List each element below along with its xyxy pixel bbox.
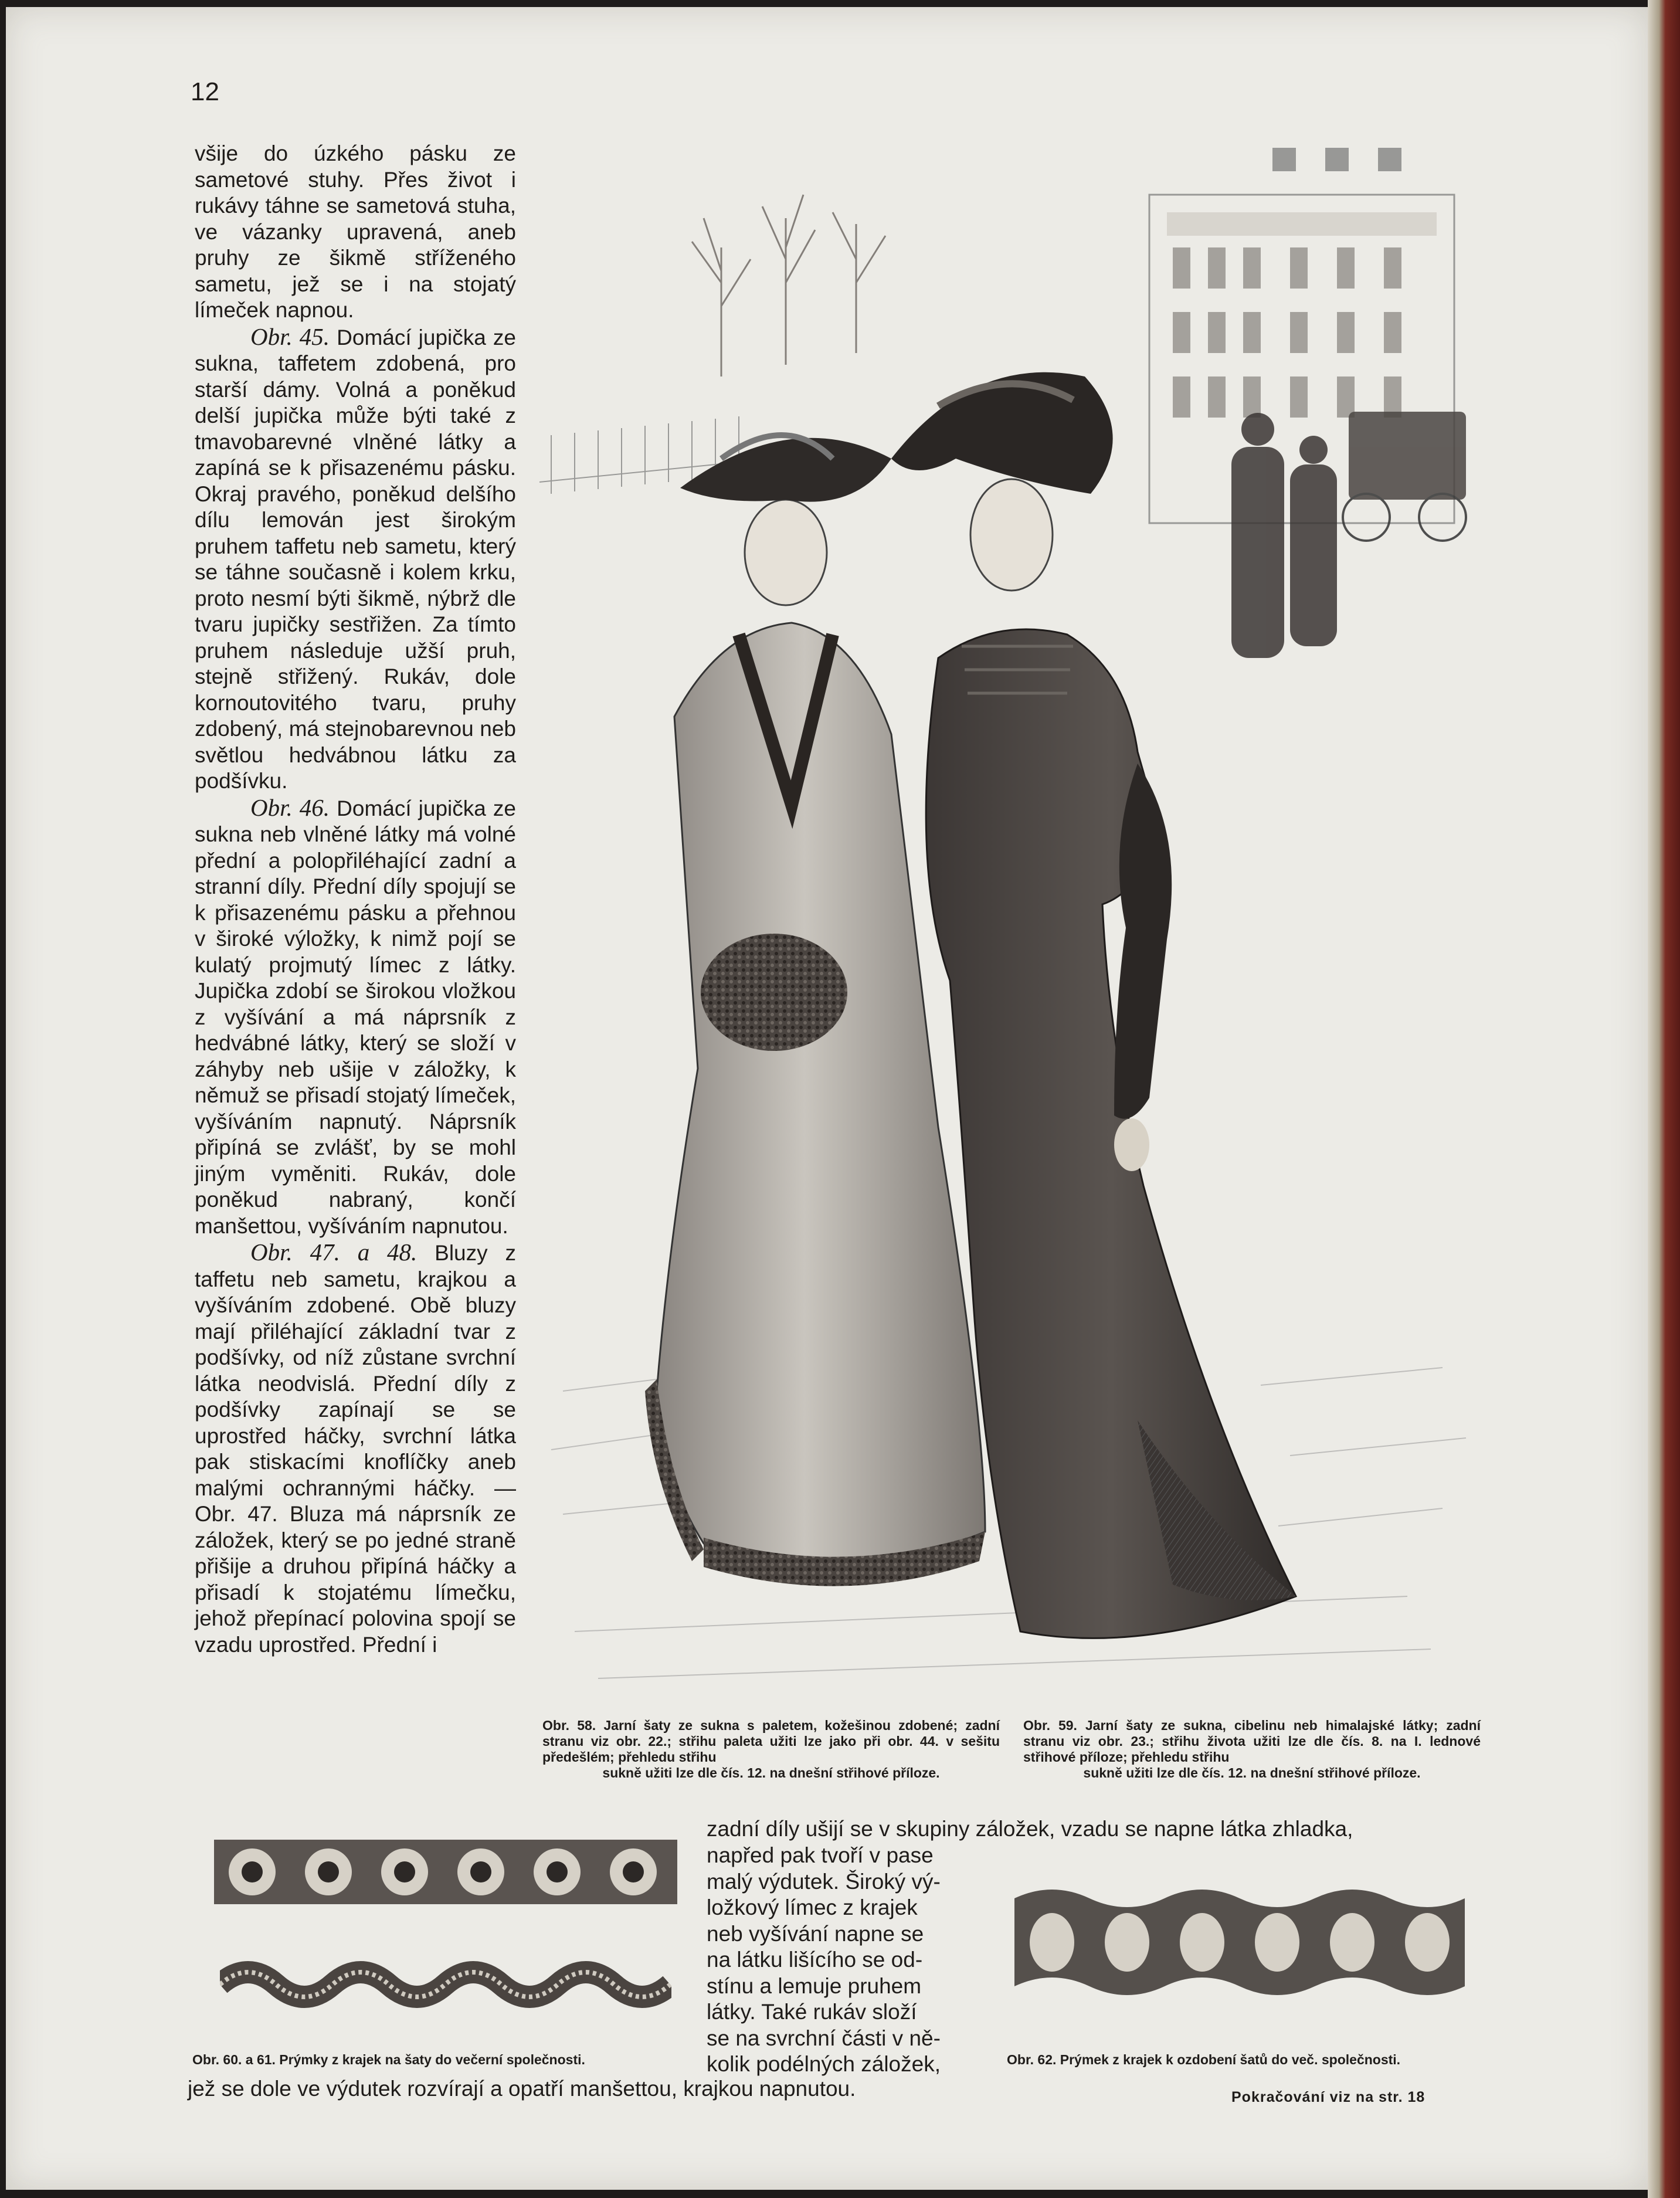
page-number: 12 [191, 77, 219, 106]
caption-text-last-line: sukně užiti lze dle čís. 12. na dnešní střihové příloze. [1083, 1765, 1421, 1780]
paragraph-text: Bluzy z taffetu neb sametu, krajkou a vyšíváním zdobené. Obě bluzy mají přiléhající základní tvar z podšívky, od níž zůstane svrchní látka neodvislá. Přední díly z podšívky zapínají se se uprostřed háčky, svrchní látka pak stiskacími knoflíčky aneb malými ochrannými háčky. — Obr. 47. Bluza má náprsník ze záložek, který se po jedné straně přišije a druhou připíná háčky a přisadí k stojatému límečku, jehož přepínací polovina spojí se vzadu uprostřed. Přední i [195, 1241, 516, 1657]
figure-reference: Obr. 47. a 48. [250, 1239, 418, 1266]
bottom-narrow-column [707, 1843, 988, 2078]
caption-text: Obr. 58. Jarní šaty ze sukna s paletem, kožešinou zdobené; zadní stranu viz obr. 22.; střihu paleta užiti lze jako při obr. 44. v sešitu předešlém; přehledu střihu [542, 1718, 1000, 1765]
left-text-column [195, 141, 516, 1658]
lace-trim-obr-61 [220, 1960, 671, 2010]
text-line: ložkový límec z krajek [707, 1895, 918, 1919]
figure-reference: Obr. 45. [250, 323, 330, 350]
book-spine [1648, 0, 1680, 2198]
text-line: se na svrchní části v ně- [707, 2026, 941, 2050]
lace-trim-obr-60 [214, 1834, 677, 1910]
text-line: na látku lišícího se od- [707, 1948, 923, 1972]
text-line: látky. Také rukáv složí [707, 2000, 917, 2024]
paragraph-text: Domácí jupička ze sukna, taffetem zdobená, pro starší dámy. Volná a poněkud delší jupička může býti také z tmavobarevné vlněné látky a zapíná se k přisazenému pásku. Okraj pravého, poněkud delšího dílu lemován jest širokým pruhem taffetu neb sametu, který se táhne současně i kolem krku, proto nesmí býti šikmě, nýbrž dle tvaru jupičky sestřižen. Za tímto pruhem následuje užší pruh, stejně střižený. Rukáv, dole kornoutovitého tvaru, pruhy zdobený, má stejnobarevnou neb světlou hedvábnou látku za podšívku. [195, 325, 516, 793]
paragraph-obr-46 [195, 795, 516, 1240]
paragraph: všije do úzkého pásku ze sametové stuhy. Přes život i rukávy táhne se sametová stuha, ve vázanky upravená, aneb pruhy ze šikmě stříženého sametu, jež se i na stojatý límeček napnou. [195, 141, 516, 322]
continued-note: Pokračování viz na str. 18 [1231, 2089, 1426, 2105]
caption-text-last-line: sukně užiti lze dle čís. 12. na dnešní střihové příloze. [602, 1765, 940, 1780]
magazine-page [6, 7, 1648, 2190]
caption-obr-59 [1023, 1718, 1481, 1781]
lace-trim-obr-62 [1014, 1881, 1466, 2004]
bare-trees [692, 195, 885, 376]
paragraph-text: Domácí jupička ze sukna neb vlněné látky má volné přední a polopřiléhající zadní a stranní díly. Přední díly spojují se k přisazenému pásku a přehnou v široké výložky, k nimž pojí se kulatý projmutý límec z látky. Jupička zdobí se širokou vložkou z vyšívání a má náprsník z hedvábné látky, který se složí v záhyby neb ušije v záložky, k němuž se přisadí stojatý límeček, vyšíváním napnutý. Náprsník připíná se zvlášť, by se mohl jiným vyměniti. Rukáv, dole poněkud nabraný, končí manšettou, vyšíváním napnutou. [195, 796, 516, 1238]
text-line: kolik podélných záložek, [707, 2052, 941, 2076]
text-line: napřed pak tvoří v pase [707, 1843, 934, 1867]
text-line: stínu a lemuje pruhem [707, 1973, 922, 1998]
figure-reference: Obr. 46. [250, 793, 330, 821]
caption-obr-58 [542, 1718, 1000, 1781]
caption-obr-62: Obr. 62. Prýmek z krajek k ozdobení šatů do več. společnosti. [1007, 2052, 1401, 2067]
paragraph-obr-47-48 [195, 1239, 516, 1658]
lady-in-light-coat [645, 435, 985, 1586]
background-figures [1231, 412, 1466, 658]
text-line: malý výdutek. Široký vý- [707, 1869, 941, 1894]
fashion-illustration [528, 130, 1478, 1714]
bottom-line-1: zadní díly ušijí se v skupiny záložek, vzadu se napne látka zhladka, [707, 1817, 1353, 1841]
bottom-last-line: jež se dole ve výdutek rozvírají a opatří manšettou, krajkou napnutou. [188, 2077, 856, 2101]
paragraph-obr-45 [195, 324, 516, 795]
text-line: neb vyšívání napne se [707, 1921, 924, 1946]
caption-text: Obr. 59. Jarní šaty ze sukna, cibelinu neb himalajské látky; zadní stranu viz obr. 23.; střihu života užiti lze dle čís. 8. na I. lednové střihové příloze; přehledu střihu [1023, 1718, 1481, 1765]
caption-obr-60-61: Obr. 60. a 61. Prýmky z krajek na šaty do večerní společnosti. [192, 2052, 585, 2067]
